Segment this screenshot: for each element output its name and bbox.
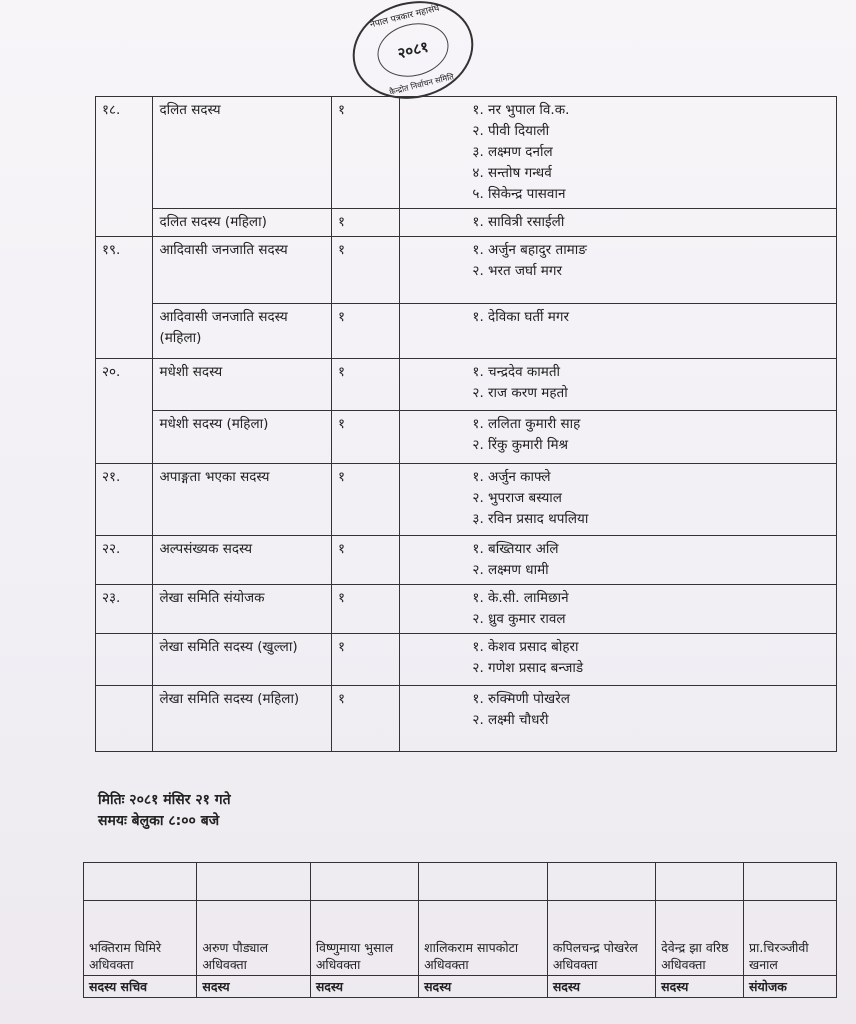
signature-cell — [84, 863, 197, 901]
candidate-list — [400, 585, 837, 634]
table-row — [96, 464, 837, 536]
candidate-name: १. देविका घर्ती मगर — [472, 309, 570, 325]
signatory-role: सदस्य — [310, 976, 418, 998]
signature-cell — [197, 863, 310, 901]
signature-cell — [419, 863, 548, 901]
signatory-role: सदस्य — [419, 976, 548, 998]
table-row — [96, 359, 837, 411]
table-row — [96, 411, 837, 464]
post-count: १ — [332, 585, 400, 634]
row-number — [96, 411, 153, 464]
candidate-name: १. रुक्मिणी पोखरेल — [472, 691, 570, 707]
time-line: समयः बेलुका ८:०० बजे — [98, 813, 220, 829]
date-line: मितिः २०८१ मंसिर २१ गते — [98, 792, 231, 808]
post-count: १ — [332, 237, 400, 304]
signatory-name: देवेन्द्र झा वरिष्ठ अधिवक्ता — [656, 901, 744, 976]
row-number — [96, 209, 153, 237]
candidate-name: ३. लक्ष्मण दर्नाल — [472, 144, 553, 160]
candidate-name: १. नर भुपाल वि.क. — [472, 102, 570, 118]
candidate-name: ३. रविन प्रसाद थपलिया — [472, 511, 589, 527]
row-number: १९. — [96, 237, 153, 304]
signatory-name: अरुण पौड्याल अधिवक्ता — [197, 901, 310, 976]
signatory-name: शालिकराम सापकोटा अधिवक्ता — [419, 901, 548, 976]
signatory-role: सदस्य — [197, 976, 310, 998]
signatory-role: सदस्य — [656, 976, 744, 998]
post-title: अपाङ्गता भएका सदस्य — [153, 464, 332, 536]
seal-top-text: नेपाल पत्रकार महासंघ — [369, 3, 441, 31]
date-time-block — [98, 790, 231, 832]
candidate-name: १. ललिता कुमारी साह — [472, 416, 581, 432]
table-row — [96, 585, 837, 634]
candidate-name: १. चन्द्रदेव कामती — [472, 364, 561, 380]
post-title: मधेशी सदस्य — [153, 359, 332, 411]
signature-cell — [547, 863, 655, 901]
candidate-list — [400, 464, 837, 536]
signature-cell — [656, 863, 744, 901]
candidate-name: १. सावित्री रसाईली — [472, 214, 565, 230]
row-number: २१. — [96, 464, 153, 536]
row-number: २२. — [96, 536, 153, 585]
row-number — [96, 304, 153, 359]
table-row — [96, 686, 837, 752]
row-number — [96, 686, 153, 752]
candidate-name: २. लक्ष्मण धामी — [472, 562, 549, 578]
post-title: आदिवासी जनजाति सदस्य — [153, 237, 332, 304]
post-title: लेखा समिति सदस्य (महिला) — [153, 686, 332, 752]
row-number — [96, 634, 153, 686]
candidate-name: २. भरत जर्घा मगर — [472, 263, 563, 279]
post-title: लेखा समिति संयोजक — [153, 585, 332, 634]
candidate-list — [400, 97, 837, 209]
table-row — [96, 536, 837, 585]
post-count: १ — [332, 411, 400, 464]
table-row — [96, 97, 837, 209]
candidate-name: २. लक्ष्मी चौधरी — [472, 712, 549, 728]
signature-row — [84, 863, 837, 901]
candidate-name: १. अर्जुन काफ्ले — [472, 469, 551, 485]
seal-center: २०८१ — [372, 16, 454, 84]
candidate-name: २. भुपराज बस्याल — [472, 490, 562, 506]
signatory-name: विष्णुमाया भुसाल अधिवक्ता — [310, 901, 418, 976]
candidate-name: १. केशव प्रसाद बोहरा — [472, 639, 579, 655]
signatory-name: कपिलचन्द्र पोखरेल अधिवक्ता — [547, 901, 655, 976]
candidate-name: ५. सिकेन्द्र पासवान — [472, 186, 566, 202]
candidate-list — [400, 359, 837, 411]
post-count: १ — [332, 97, 400, 209]
signatory-role: सदस्य सचिव — [84, 976, 197, 998]
post-title: दलित सदस्य — [153, 97, 332, 209]
signature-table — [83, 862, 837, 998]
signatory-name: भक्तिराम घिमिरे अधिवक्ता — [84, 901, 197, 976]
candidate-name: १. अर्जुन बहादुर तामाङ — [472, 242, 587, 258]
candidate-list — [400, 634, 837, 686]
post-count: १ — [332, 304, 400, 359]
candidate-table — [95, 96, 837, 752]
candidate-name: ४. सन्तोष गन्धर्व — [472, 165, 552, 181]
table-row — [96, 304, 837, 359]
candidate-name: १. के.सी. लामिछाने — [472, 590, 569, 606]
candidate-name: २. ध्रुव कुमार रावल — [472, 611, 566, 627]
post-title: दलित सदस्य (महिला) — [153, 209, 332, 237]
signature-cell — [310, 863, 418, 901]
table-row — [96, 634, 837, 686]
post-count: १ — [332, 209, 400, 237]
post-count: १ — [332, 634, 400, 686]
candidate-list — [400, 209, 837, 237]
signatory-role: सदस्य — [547, 976, 655, 998]
signature-cell — [744, 863, 837, 901]
table-row — [96, 209, 837, 237]
post-count: १ — [332, 536, 400, 585]
candidate-name: २. पीवी दियाली — [472, 123, 550, 139]
post-title: मधेशी सदस्य (महिला) — [153, 411, 332, 464]
seal-bottom-text: कैन्द्रोत निर्वाचन समिति — [388, 72, 455, 97]
post-title: अल्पसंख्यक सदस्य — [153, 536, 332, 585]
candidate-list — [400, 237, 837, 304]
candidate-list — [400, 536, 837, 585]
candidate-name: २. रिंकु कुमारी मिश्र — [472, 437, 569, 453]
candidate-name: १. बख्तियार अलि — [472, 541, 559, 557]
post-count: १ — [332, 359, 400, 411]
row-number: २०. — [96, 359, 153, 411]
signatory-role-row — [84, 976, 837, 998]
table-row — [96, 237, 837, 304]
post-title: आदिवासी जनजाति सदस्य (महिला) — [153, 304, 332, 359]
post-count: १ — [332, 464, 400, 536]
post-title: लेखा समिति सदस्य (खुल्ला) — [153, 634, 332, 686]
row-number: १८. — [96, 97, 153, 209]
signatory-role: संयोजक — [744, 976, 837, 998]
signatory-name: प्रा.चिरञ्जीवी खनाल — [744, 901, 837, 976]
row-number: २३. — [96, 585, 153, 634]
candidate-list — [400, 686, 837, 752]
post-count: १ — [332, 686, 400, 752]
candidate-name: २. राज करण महतो — [472, 385, 568, 401]
official-seal — [342, 0, 484, 111]
candidate-list — [400, 411, 837, 464]
candidate-list — [400, 304, 837, 359]
signatory-name-row — [84, 901, 837, 976]
candidate-name: २. गणेश प्रसाद बन्जाडे — [472, 660, 584, 676]
